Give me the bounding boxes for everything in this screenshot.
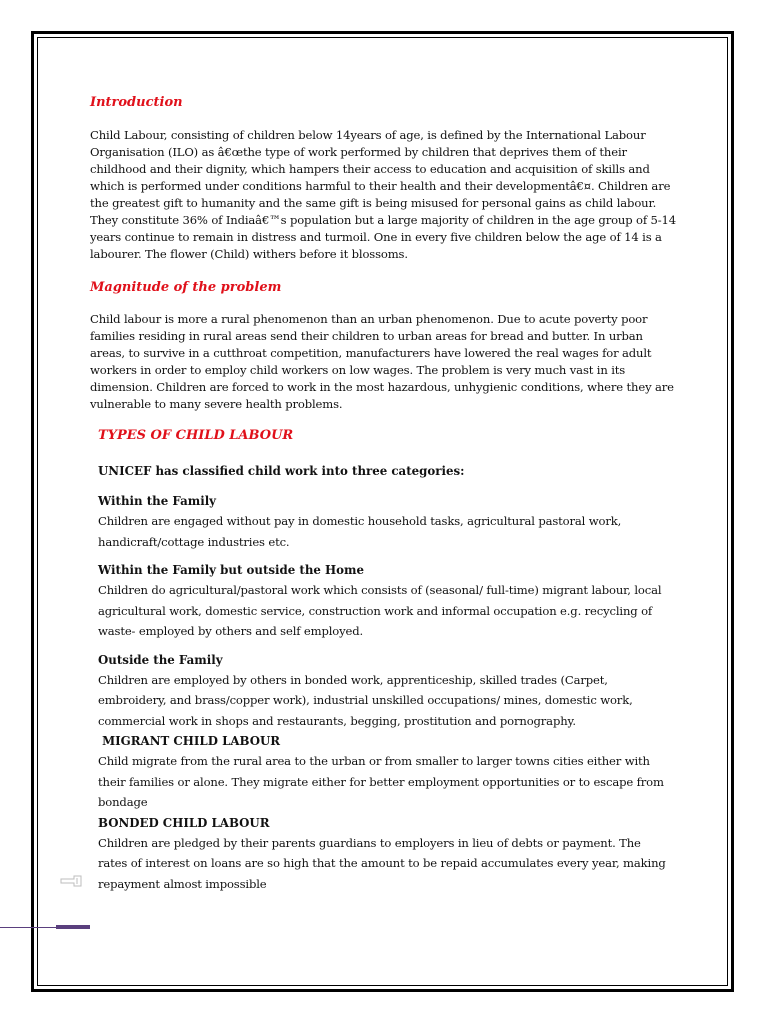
magnitude-heading: Magnitude of the problem — [90, 280, 282, 295]
within-family-title: Within the Family — [98, 494, 217, 508]
outside-family-text: Children are employed by others in bonded work, apprenticeship, skilled trades (Carpet, embroidery, and brass/copper work), industrial unskilled occupations/ mines, domestic work, commercial work in shops and restaurants, begging, prostitution and pornography. — [98, 672, 633, 728]
types-section — [98, 445, 668, 894]
introduction-paragraph: Child Labour, consisting of children below 14years of age, is defined by the International Labour Organisation (ILO) as â€œthe type of work performed by children that deprives them of their childhood and their dignity, which hampers their access to education and acquisition of skills and which is performed under conditions harmful to their health and their developmentâ€¤. Children are the greatest gift to humanity and the same gift is being misused for personal gains as child labour. They constitute 36% of Indiaâ€™s population but a large majority of children in the age group of 5-14 years continue to remain in distress and turmoil. One in every five children below the age of 14 is a labourer. The flower (Child) withers before it blossoms. — [90, 128, 676, 261]
migrant-text: Child migrate from the rural area to the urban or from smaller to larger towns cities either with their families or alone. They migrate either for better employment opportunities or to escape from bondage — [98, 754, 664, 809]
unicef-intro: UNICEF has classified child work into three categories: — [98, 464, 465, 478]
footer-rule — [0, 927, 56, 928]
magnitude-paragraph: Child labour is more a rural phenomenon than an urban phenomenon. Due to acute poverty poor families residing in rural areas send their children to urban areas for bread and butter. In urban areas, to survive in a cutthroat competition, manufacturers have lowered the real wages for adult workers in order to employ child workers on low wages. The problem is very much vast in its dimension. Children are forced to work in the most hazardous, unhygienic conditions, where they are vulnerable to many severe health problems. — [90, 312, 674, 411]
outside-home-text: Children do agricultural/pastoral work which consists of (seasonal/ full-time) migrant labour, local agricultural work, domestic service, construction work and informal occupation e.g. recycling of waste- employed by others and self employed. — [98, 583, 662, 638]
footer-accent-bar — [56, 925, 90, 929]
page-tab-icon — [60, 874, 82, 888]
migrant-title: MIGRANT CHILD LABOUR — [98, 734, 281, 748]
bonded-title: BONDED CHILD LABOUR — [98, 815, 270, 830]
outside-family-title: Outside the Family — [98, 652, 223, 667]
within-family-text: Children are engaged without pay in domestic household tasks, agricultural pastoral work, handicraft/cottage industries etc. — [98, 514, 622, 549]
types-heading: TYPES OF CHILD LABOUR — [98, 428, 294, 443]
document-body — [90, 94, 680, 894]
introduction-heading: Introduction — [90, 95, 183, 110]
bonded-text: Children are pledged by their parents guardians to employers in lieu of debts or payment. The rates of interest on loans are so high that the amount to be repaid accumulates every year, making repayment almost impossible — [98, 835, 666, 891]
outside-home-title: Within the Family but outside the Home — [98, 563, 365, 577]
